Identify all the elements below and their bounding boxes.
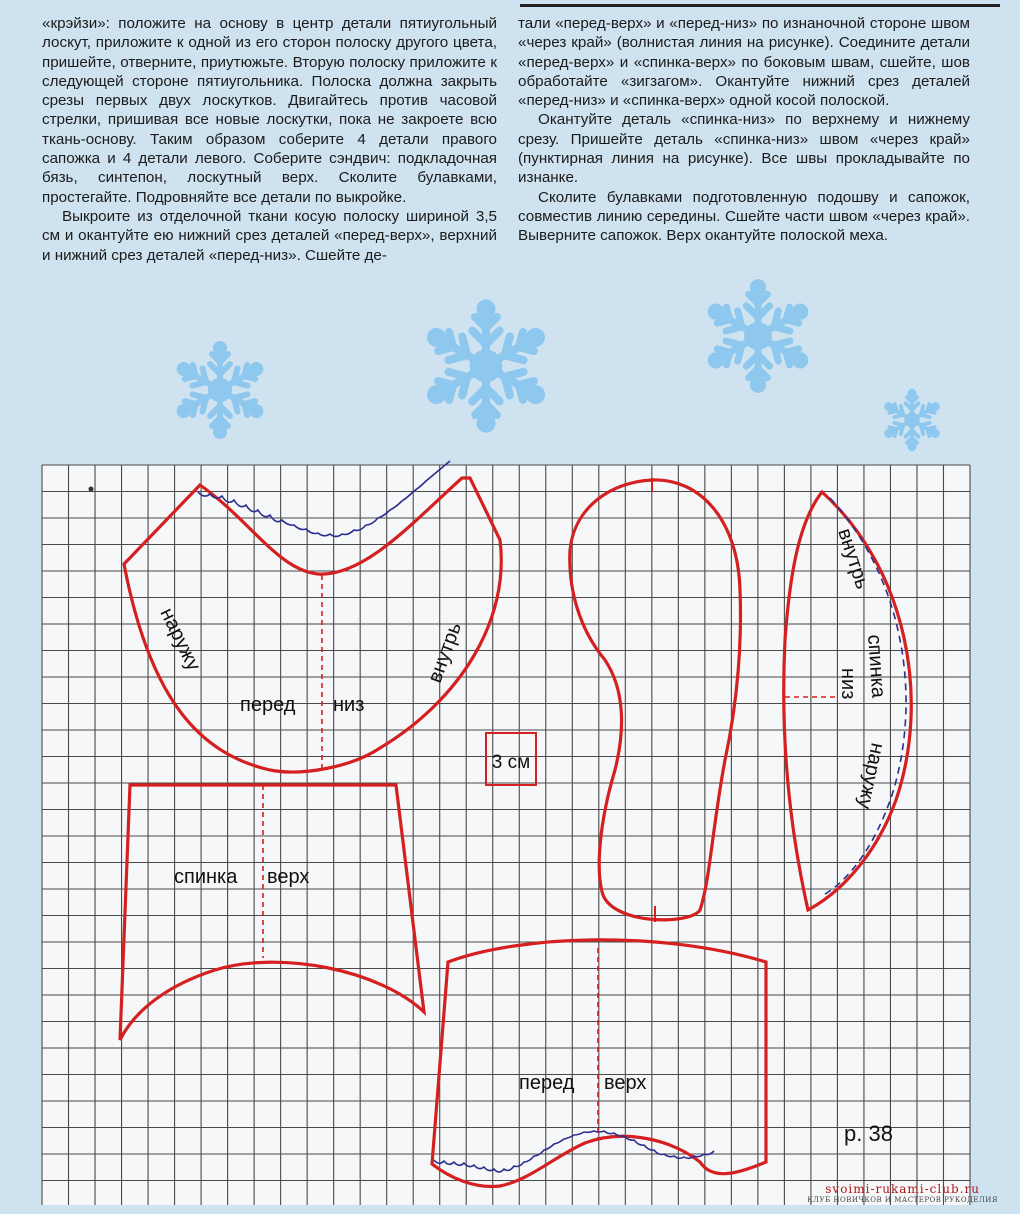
page-ref: р. 38 xyxy=(844,1121,893,1146)
paragraph: тали «перед-верх» и «перед-низ» по изнаночной стороне швом «через край» (волнистая линия на рисунке). Соедините детали «перед-верх» и «спинка-верх» по боковым швам, сшейте, шов обработайте «зигзагом». Окантуйте нижний срез деталей «перед-низ» и «спинка-верх» одной косой полоской. xyxy=(518,15,970,110)
top-rule xyxy=(520,4,1000,7)
grid xyxy=(42,465,970,1205)
dot-mark xyxy=(89,487,94,492)
label-word: верх xyxy=(604,1072,647,1094)
label-word: наружу xyxy=(853,740,889,811)
paragraph: Сколите булавками подготовленную подошву и сапожок, совместив линию середины. Сшейте части швом «через край». Выверните сапожок. Верх окантуйте полоской меха. xyxy=(518,188,970,245)
label-word: низ xyxy=(333,694,365,716)
label-word: верх xyxy=(267,866,310,888)
snowflake-icon xyxy=(418,298,554,434)
text-column-right xyxy=(518,14,970,246)
paragraph: Окантуйте деталь «спинка-низ» по верхнему и нижнему срезу. Пришейте деталь «спинка-низ» швом «через край» (пунктирная линия на рисунке). Все швы прокладывайте по изнанке. xyxy=(518,111,970,187)
pattern-sheet xyxy=(0,460,1020,1214)
label-word: внутрь xyxy=(424,619,467,686)
snowflake-icon xyxy=(170,340,270,440)
label-word: перед xyxy=(240,694,296,716)
paragraph: «крэйзи»: положите на основу в центр детали пятиугольный лоскут, приложите к одной из его сторон полоску другого цвета, пришейте, отверните, приутюжьте. Вторую полоску приложите к следующей стороне пятиугольника. Полоска должна закрыть срезы первых двух лоскутков. Двигайтесь против часовой стрелки, пришивая все новые лоскутки, пока не закроете всю ткань-основу. Таким образом соберите 4 детали правого сапожка и 4 детали левого. Соберите сэндвич: подкладочная бязь, синтепон, лоскутный верх. Сколите булавками, простегайте. Подровняйте все детали по выкройке. xyxy=(42,15,497,206)
watermark-site: svoimi-rukami-club.ru xyxy=(825,1182,980,1196)
snowflake-icon xyxy=(880,388,944,452)
watermark-tagline: КЛУБ НОВИЧКОВ И МАСТЕРОВ РУКОДЕЛИЯ xyxy=(807,1196,998,1204)
label-word: спинка xyxy=(174,866,238,888)
text-column-left xyxy=(42,14,497,265)
label-word: внутрь xyxy=(833,525,874,592)
label-word: перед xyxy=(519,1072,575,1094)
scale-label: 3 см xyxy=(491,752,531,773)
label-word: спинка xyxy=(863,633,890,699)
grid-paper xyxy=(42,465,970,1205)
label-word: наружу xyxy=(155,604,205,675)
paragraph: Выкроите из отделочной ткани косую полоску шириной 3,5 см и окантуйте ею нижний срез деталей «перед-верх», верхний и нижний срез деталей «перед-низ». Сшейте де- xyxy=(42,207,497,264)
snowflake-icon xyxy=(700,278,816,394)
label-word: низ xyxy=(837,668,859,700)
watermark xyxy=(807,1182,998,1204)
